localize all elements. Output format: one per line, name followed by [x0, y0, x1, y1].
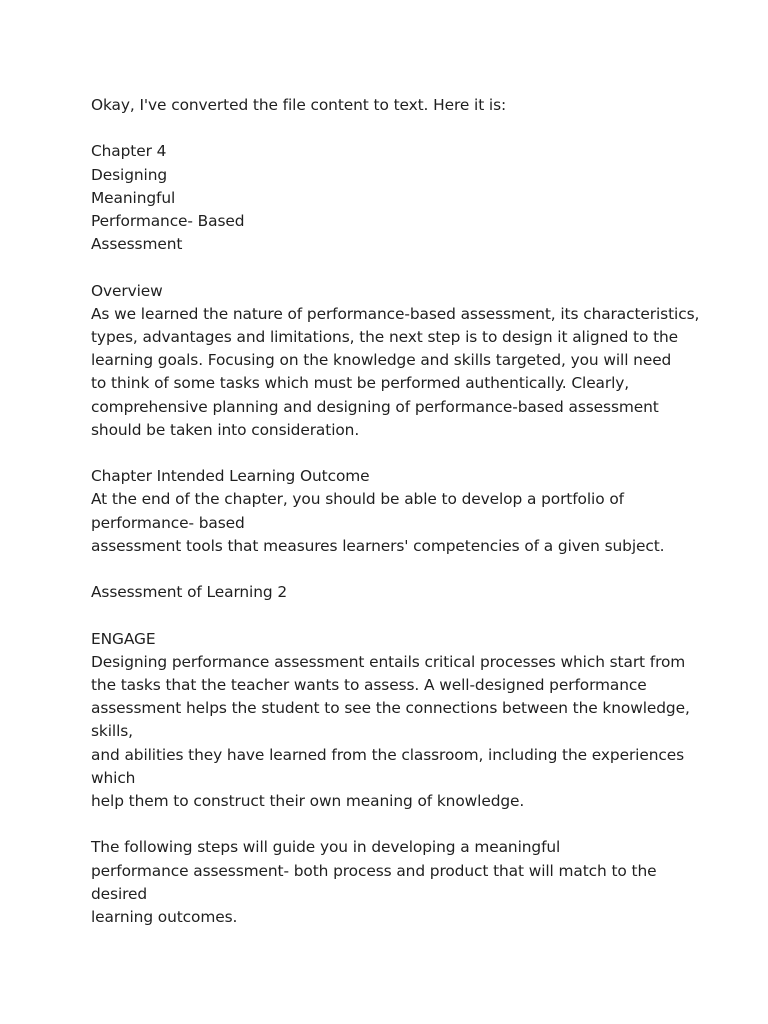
- engage-section: [91, 628, 691, 814]
- engage-line: Designing performance assessment entails critical processes which start from: [91, 652, 686, 671]
- engage-line: and abilities they have learned from the classroom, including the experiences: [91, 745, 685, 764]
- overview-line: As we learned the nature of performance-based assessment, its characteristics,: [91, 304, 700, 323]
- engage-line: which: [91, 768, 136, 787]
- learning-outcome-section: [91, 465, 691, 558]
- engage-line: help them to construct their own meaning of knowledge.: [91, 792, 525, 811]
- steps-line: desired: [91, 884, 148, 903]
- steps-line: The following steps will guide you in developing a meaningful: [91, 838, 561, 857]
- learning-outcome-line: performance- based: [91, 513, 245, 532]
- course-label: Assessment of Learning 2: [91, 583, 288, 602]
- chapter-title-line: Meaningful: [91, 188, 176, 207]
- learning-outcome-line: At the end of the chapter, you should be able to develop a portfolio of: [91, 490, 624, 509]
- engage-line: skills,: [91, 722, 133, 741]
- chapter-title-line: Designing: [91, 165, 168, 184]
- spacer: [91, 256, 691, 279]
- steps-line: learning outcomes.: [91, 908, 238, 927]
- spacer: [91, 117, 691, 140]
- spacer: [91, 604, 691, 627]
- learning-outcome-heading: Chapter Intended Learning Outcome: [91, 467, 370, 486]
- engage-line: assessment helps the student to see the connections between the knowledge,: [91, 699, 690, 718]
- learning-outcome-line: assessment tools that measures learners' competencies of a given subject.: [91, 536, 665, 555]
- overview-line: types, advantages and limitations, the next step is to design it aligned to the: [91, 328, 679, 346]
- chapter-title: [91, 140, 691, 256]
- overview-heading: Overview: [91, 281, 163, 300]
- overview-line: learning goals. Focusing on the knowledge and skills targeted, you will need: [91, 351, 672, 370]
- chapter-title-line: Assessment: [91, 235, 183, 254]
- chapter-title-line: Chapter 4: [91, 142, 167, 161]
- overview-section: [91, 280, 700, 442]
- overview-line: comprehensive planning and designing of performance-based assessment: [91, 397, 659, 416]
- overview-line: to think of some tasks which must be performed authentically. Clearly,: [91, 374, 630, 393]
- engage-heading: ENGAGE: [91, 629, 156, 648]
- chapter-title-line: Performance- Based: [91, 212, 245, 230]
- steps-line: performance assessment- both process and product that will match to the: [91, 861, 657, 880]
- engage-line: the tasks that the teacher wants to assess. A well-designed performance: [91, 676, 647, 694]
- document-page: [91, 94, 700, 929]
- intro-text: Okay, I've converted the file content to text. Here it is:: [91, 96, 507, 114]
- spacer: [91, 442, 691, 465]
- spacer: [91, 558, 691, 581]
- steps-section: [91, 836, 691, 929]
- spacer: [91, 813, 691, 836]
- overview-line: should be taken into consideration.: [91, 420, 360, 439]
